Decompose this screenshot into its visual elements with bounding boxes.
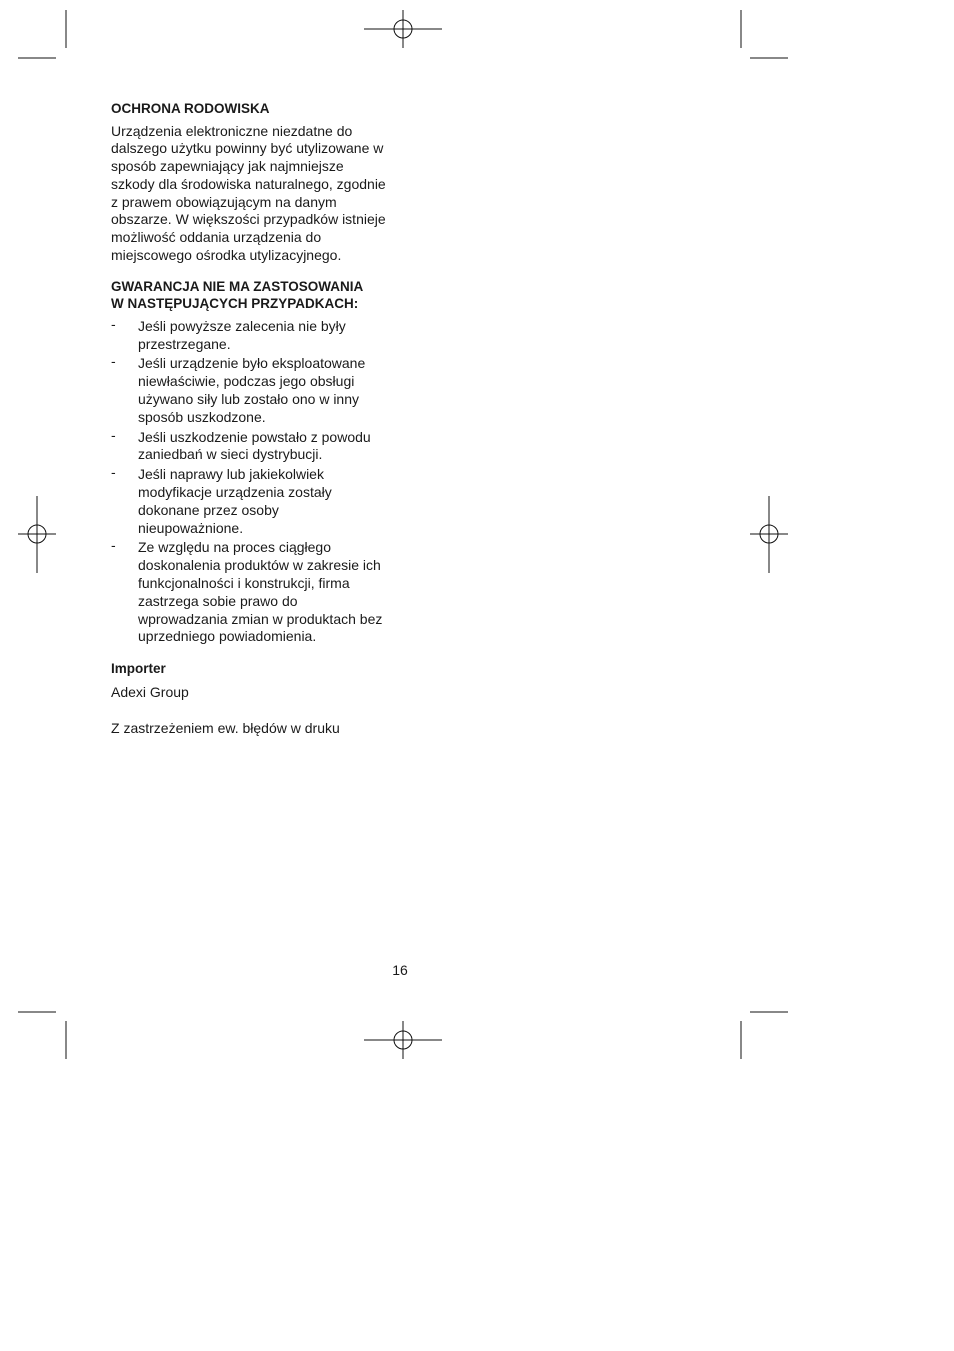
bullet-dash: - <box>111 353 116 370</box>
paragraph-line: obszarze. W większości przypadków istnieje <box>111 211 386 228</box>
paragraph-line: z prawem obowiązującym na danym <box>111 193 337 210</box>
list-item-line: niewłaściwie, podczas jego obsługi <box>138 373 355 390</box>
bullet-dash: - <box>111 464 116 481</box>
heading-line: W NASTĘPUJĄCYCH PRZYPADKACH: <box>111 296 359 312</box>
list-item-line: Jeśli powyższe zalecenia nie były <box>138 317 346 334</box>
list-item-line: przestrzegane. <box>138 335 231 352</box>
paragraph-line: miejscowego ośrodka utylizacyjnego. <box>111 247 342 264</box>
list-item <box>111 315 396 354</box>
content-column <box>111 100 396 738</box>
list-item-line: używano siły lub zostało ono w inny <box>138 391 360 408</box>
paragraph-line: Urządzenia elektroniczne niezdatne do <box>111 122 353 139</box>
list-item-line: nieupoważnione. <box>138 519 244 536</box>
list-item <box>111 466 396 537</box>
list-item <box>111 426 396 465</box>
bullet-dash: - <box>111 315 116 332</box>
registration-target-bottom <box>364 1021 442 1059</box>
registration-target-right <box>750 496 788 573</box>
heading-line: GWARANCJA NIE MA ZASTOSOWANIA <box>111 278 364 294</box>
list-item-line: doskonalenia produktów w zakresie ich <box>138 557 381 574</box>
importer-name: Adexi Group <box>111 684 189 701</box>
registration-target-top <box>364 10 442 48</box>
page-number: 16 <box>392 962 408 978</box>
print-errors-disclaimer: Z zastrzeżeniem ew. błędów w druku <box>111 719 340 736</box>
list-item <box>111 355 396 426</box>
bullet-dash: - <box>111 537 116 554</box>
paragraph-line: możliwość oddania urządzenia do <box>111 229 322 246</box>
list-item-line: Ze względu na proces ciągłego <box>138 539 332 556</box>
environment-paragraph <box>111 123 396 265</box>
list-item-line: sposób uszkodzone. <box>138 408 266 425</box>
section-heading-environment: OCHRONA RODOWISKA <box>111 101 270 116</box>
list-item-line: dokonane przez osoby <box>138 501 279 518</box>
paragraph-line: dalszego użytku powinny być utylizowane w <box>111 140 384 157</box>
list-item-line: Jeśli naprawy lub jakiekolwiek <box>138 466 324 483</box>
list-item-line: wprowadzania zmian w produktach bez <box>138 610 383 627</box>
section-heading-warranty <box>111 278 396 313</box>
list-item-line: Jeśli uszkodzenie powstało z powodu <box>138 428 371 445</box>
warranty-exclusions-list <box>111 315 396 646</box>
list-item-line: zastrzega sobie prawo do <box>138 592 298 609</box>
list-item-line: Jeśli urządzenie było eksploatowane <box>138 355 366 372</box>
bullet-dash: - <box>111 426 116 443</box>
list-item-line: uprzedniego powiadomienia. <box>138 628 317 645</box>
importer-label: Importer <box>111 661 166 677</box>
paragraph-line: szkody dla środowiska naturalnego, zgodnie <box>111 175 386 192</box>
list-item <box>111 539 396 646</box>
list-item-line: funkcjonalności i konstrukcji, firma <box>138 575 350 592</box>
list-item-line: modyfikacje urządzenia zostały <box>138 484 332 501</box>
registration-target-left <box>18 496 56 573</box>
paragraph-line: sposób zapewniający jak najmniejsze <box>111 158 344 175</box>
list-item-line: zaniedbań w sieci dystrybucji. <box>138 446 323 463</box>
